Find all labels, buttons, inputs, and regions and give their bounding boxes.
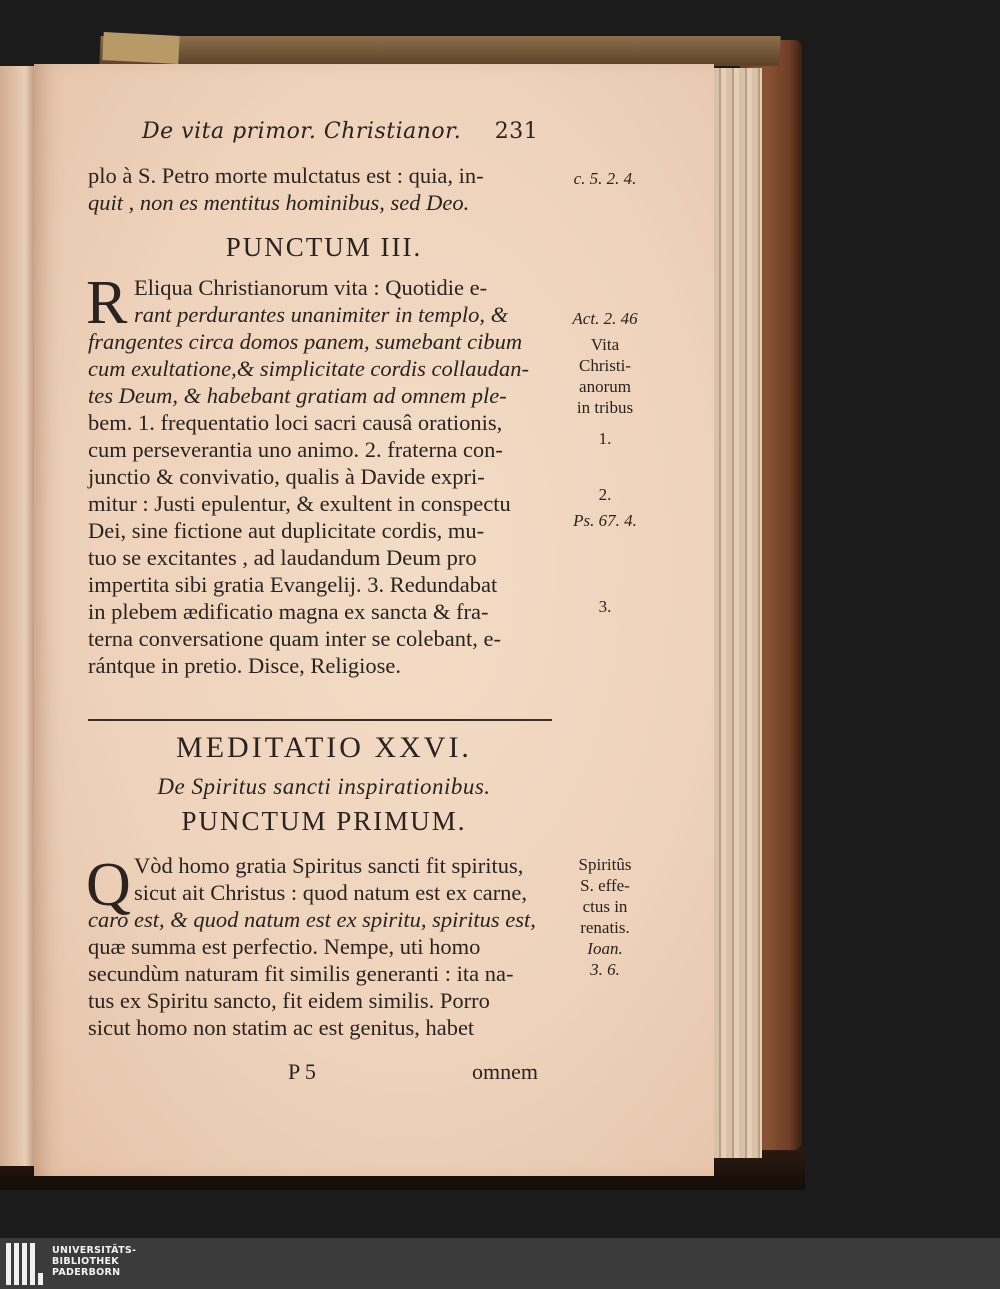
text-line: frangentes circa domos panem, sumebant cibum <box>88 329 523 354</box>
margin-note-line: in tribus <box>576 398 634 417</box>
margin-ref: 3. 6. <box>590 960 620 979</box>
margin-ref: c. 5. 2. 4. <box>573 169 637 188</box>
library-line: UNIVERSITÄTS- <box>52 1245 137 1256</box>
page-number: 231 <box>494 119 539 144</box>
dropcap-q: Q <box>86 851 131 919</box>
text-line: impertita sibi gratia Evangelij. 3. Redundabat <box>88 572 498 597</box>
margin-note-line: Spiritûs <box>578 855 632 874</box>
running-title: De vita primor. Christianor. <box>142 119 462 144</box>
punctum-3-heading: PUNCTUM III. <box>225 232 423 262</box>
text-line: tus ex Spiritu sancto, fit eidem similis. Porro <box>88 988 490 1013</box>
text-line: junctio & convivatio, qualis à Davide expri- <box>88 464 485 489</box>
margin-note-line: anorum <box>579 377 631 396</box>
catchword: omnem <box>472 1059 538 1084</box>
text-line: terna conversatione quam inter se colebant, e- <box>88 626 501 651</box>
punctum-3-text <box>86 269 552 679</box>
left-page-edge <box>0 66 36 1166</box>
signature-mark: P 5 <box>288 1059 316 1084</box>
text-line: rant perdurantes unanimiter in templo, & <box>134 302 509 327</box>
meditatio-text <box>88 852 552 1041</box>
text-line: in plebem ædificatio magna ex sancta & fra- <box>88 599 489 624</box>
text-line: tes Deum, & habebant gratiam ad omnem ple- <box>88 383 507 408</box>
library-line: BIBLIOTHEK <box>52 1256 119 1267</box>
margin-number: 2. <box>598 485 612 504</box>
book-cover-top <box>99 36 781 66</box>
text-line: plo à S. Petro morte mulctatus est : quia, in- <box>88 163 484 188</box>
text-line: quit , non es mentitus hominibus, sed Deo. <box>88 190 470 215</box>
text-line: sicut ait Christus : quod natum est ex carne, <box>134 880 528 905</box>
text-line: secundùm naturam fit similis generanti : ita na- <box>88 961 514 986</box>
text-line: cum exultatione,& simplicitate cordis collaudan- <box>88 356 529 381</box>
margin-ref: Ioan. <box>587 939 623 958</box>
text-line: caro est, & quod natum est ex spiritu, spiritus est, <box>88 907 536 932</box>
margin-ref: Act. 2. 46 <box>572 309 638 328</box>
margin-number: 3. <box>598 597 612 616</box>
paper-tab <box>102 32 179 64</box>
text-line: mitur : Justi epulentur, & exultent in conspectu <box>88 491 511 516</box>
book-page <box>34 64 714 1176</box>
margin-ref: Ps. 67. 4. <box>573 511 637 530</box>
margin-note-line: Christi- <box>579 356 631 375</box>
top-text <box>88 162 552 216</box>
meditatio-title: MEDITATIO XXVI. <box>176 731 472 764</box>
meditatio-subtitle: De Spiritus sancti inspirationibus. <box>157 774 491 799</box>
section-divider <box>88 719 552 721</box>
text-line: Vòd homo gratia Spiritus sancti fit spiritus, <box>134 853 524 878</box>
text-line: rántque in pretio. Disce, Religiose. <box>88 653 402 678</box>
library-logo-icon <box>6 1243 46 1285</box>
margin-note-line: ctus in <box>582 897 628 916</box>
text-line: Dei, sine fictione aut duplicitate cordis, mu- <box>88 518 485 543</box>
running-header <box>142 119 538 144</box>
text-line: Eliqua Christianorum vita : Quotidie e- <box>134 275 488 300</box>
dropcap-r: R <box>86 269 128 337</box>
library-footer-bar <box>0 1238 1000 1289</box>
text-line: tuo se excitantes , ad laudandum Deum pro <box>88 545 477 570</box>
margin-number: 1. <box>598 429 612 448</box>
text-line: bem. 1. frequentatio loci sacri causâ orationis, <box>88 410 503 435</box>
library-name <box>52 1245 136 1278</box>
text-line: sicut homo non statim ac est genitus, habet <box>88 1015 475 1040</box>
margin-note-line: S. effe- <box>580 876 630 895</box>
punctum-primum-heading: PUNCTUM PRIMUM. <box>181 806 467 836</box>
margin-note-line: renatis. <box>580 918 630 937</box>
margin-note-line: Vita <box>590 335 620 354</box>
text-line: quæ summa est perfectio. Nempe, uti homo <box>88 934 481 959</box>
text-line: cum perseverantia uno animo. 2. fraterna con- <box>88 437 503 462</box>
library-line: PADERBORN <box>52 1267 121 1278</box>
